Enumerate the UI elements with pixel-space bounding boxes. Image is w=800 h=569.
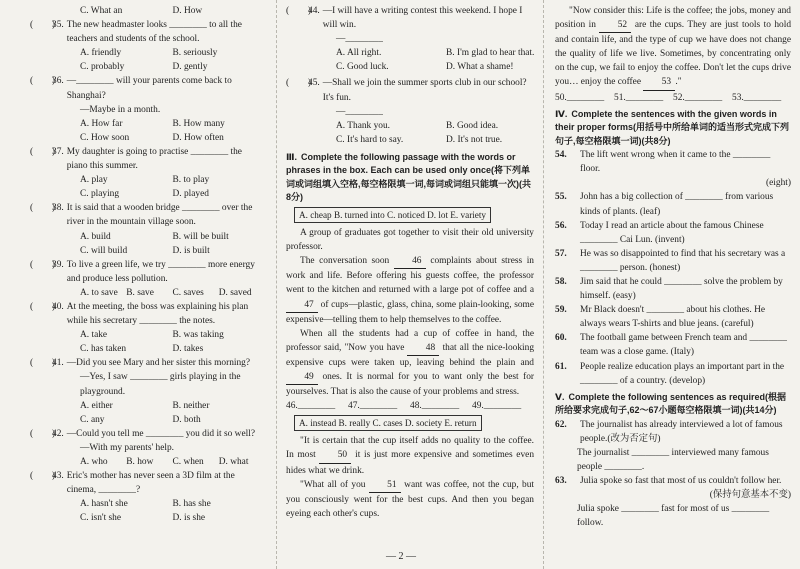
passage-paragraph [286,254,534,326]
answer-slot[interactable]: 50.________ [555,92,605,103]
question-number: 54. [555,150,567,161]
option-d: D. It's not true. [446,134,503,145]
question-stem: Eric's mother has never seen a 3D film at the cinema, ________? [66,471,235,496]
word-hint: (leaf) [639,206,661,217]
question-number: 36. [52,76,64,87]
question-number: 63. [555,476,567,487]
question-reply: —________ [336,34,383,45]
rewrite-line[interactable]: The journalist ________ interviewed many famous people ________. [577,447,769,473]
option-d: D. played [172,189,209,200]
question-43 [30,469,265,525]
question-reply: —Yes, I saw ________ girls playing in the playground. [80,372,241,397]
passage-text: of cups—plastic, glass, china, some plain-looking, some expensive—telling them to help themselves to the coffee. [286,299,534,325]
option-a: A. Thank you. [336,120,390,131]
passage-text: The conversation soon [300,256,390,267]
option-b: B. neither [172,400,210,411]
word-hint: (develop) [669,375,706,386]
sentence-text: Julia spoke so fast that most of us couldn't follow her. [580,476,782,487]
sentence-57 [555,247,791,275]
question-stem: —I will have a writing contest this weekend. I hope I will win. [322,6,523,31]
answer-slot[interactable]: 51.________ [614,92,664,103]
question-number: 40. [52,301,64,312]
question-reply: —With my parents' help. [80,442,175,453]
blank-49[interactable]: 49 [286,370,318,385]
option-b: B. has she [172,499,211,510]
option-a: A. friendly [80,48,122,59]
sentence-55 [555,190,791,218]
option-b: B. will be built [172,231,229,242]
sentence-text: The journalist has already interviewed a lot of famous people. [580,419,783,444]
option-a: A. take [80,330,108,341]
sentence-text: Today I read an article about the famous Chinese ________ Cai Lun. [580,220,764,245]
blank-51[interactable]: 51 [369,478,401,493]
question-stem: —Could you tell me ________ you did it so well? [66,428,255,439]
sentence-text: People realize education plays an important part in the ________ of a country. [580,361,785,386]
question-44 [286,4,534,74]
option-d: D. How often [172,132,224,143]
question-number: 39. [52,259,64,270]
question-reply: —Maybe in a month. [80,104,161,115]
rewrite-line[interactable]: Julia spoke ________ fast for most of us ________ follow. [577,504,770,529]
question-stem: My daughter is going to practise ________ the piano this summer. [66,146,242,172]
column-middle [286,0,534,569]
section-number: Ⅴ. [555,391,565,402]
option-d: D. is built [172,245,210,256]
passage-text: "What all of you [300,479,366,490]
option-b: B. Good idea. [446,120,499,131]
question-40 [30,300,265,356]
blank-47[interactable]: 47 [286,298,318,313]
section-5-heading [555,391,791,418]
sentence-61 [555,360,791,388]
passage-paragraph [286,434,534,477]
blank-50[interactable]: 50 [319,448,351,463]
sentence-63 [555,474,791,530]
sentence-60 [555,331,791,359]
option-a: A. hasn't she [80,499,128,510]
word-hint: (honest) [649,262,681,273]
passage-text: that all the nice-looking expensive cups were taken up, leaving behind the plain and [286,342,535,368]
question-37 [30,145,265,201]
question-number: 45. [308,78,320,89]
transform-hint: (保持句意基本不变) [709,490,791,501]
option-b: B. was taking [172,330,224,341]
section-number: Ⅲ. [286,151,298,162]
question-number: 59. [555,305,567,316]
question-number: 62. [555,419,567,430]
option-d: D. What a shame! [446,62,514,73]
passage-text: ones. It is normal for you to want only the best for yourselves. That is also the cause of your problems and stress. [286,371,535,398]
option-b: B. seriously [172,48,218,59]
answer-paren[interactable]: ( ) [30,428,55,439]
blank-52[interactable]: 52 [599,18,631,33]
option-a: A. who [80,457,108,467]
passage-text: ." [675,77,682,88]
column-right [555,0,791,569]
question-number: 42. [52,428,64,439]
answer-slot[interactable]: 48.________ [410,401,460,412]
passage-text: it is just more expensive and sometimes even hides what we drink. [286,450,535,476]
column-left [30,0,265,569]
option-d: D. is she [172,513,206,524]
question-stem: —Did you see Mary and her sister this morning? [66,358,251,369]
option-a: A. to save [80,287,118,298]
sentence-text: The lift went wrong when it came to the ________ floor. [580,150,771,175]
option-b: B. I'm glad to hear that. [446,48,535,59]
option: D. How [172,6,203,16]
question-number: 41. [52,358,64,369]
option-b: B. how [126,457,154,467]
option-d: D. saved [218,287,252,298]
question-number: 35. [52,20,64,31]
sentence-text: He was so disappointed to find that his secretary was a ________ person. [580,248,786,273]
section-3-heading [286,151,534,205]
sentence-58 [555,275,791,303]
sentence-56 [555,219,791,247]
passage-paragraph: A group of graduates got together to visit their old university professor. [286,228,534,253]
answer-paren[interactable]: ( ) [30,203,55,214]
page-number: — 2 — [386,551,416,562]
option-a: A. How far [80,118,123,129]
question-stem: —________ will your parents come back to Shanghai? [66,76,232,101]
answer-paren[interactable]: ( ) [30,471,55,482]
answer-slot[interactable]: 49.________ [472,401,522,412]
word-hint: (easy) [612,291,636,302]
question-number: 37. [52,146,64,157]
sentence-59 [555,303,791,331]
question-number: 61. [555,361,567,372]
section-4-heading [555,108,791,149]
option-d: D. takes [172,344,204,355]
word-hint: (eight) [766,178,791,189]
question-number: 60. [555,333,567,344]
option-b: B. save [126,287,154,298]
answer-slot[interactable]: 52.________ [673,92,723,103]
option-d: D. both [172,414,201,425]
sentence-text: Jim said that he could ________ solve the problem by himself. [580,277,783,302]
option-a: A. All right. [336,48,382,59]
question-number: 43. [52,471,64,482]
option-c: C. any [80,414,105,425]
question-41 [30,356,265,426]
question-35 [30,18,265,74]
column-divider [543,0,544,569]
option-b: B. to play [172,175,210,186]
question-39 [30,258,265,300]
answer-paren[interactable]: ( ) [30,76,55,87]
passage-text: "Now consider this: Life is the coffee; the jobs, money and position in [555,6,791,31]
sentence-62 [555,418,791,474]
question-stem: —Shall we join the summer sports club in our school? It's fun. [322,78,527,103]
word-hint: (invent) [655,234,685,245]
answer-paren[interactable]: ( ) [30,146,55,157]
option-c: C. It's hard to say. [336,134,404,145]
passage-text: "It is certain that the cup itself adds no quality to the coffee. In most [286,436,534,461]
answer-paren[interactable]: ( ) [30,259,55,270]
word-hint: (Italy) [670,347,695,358]
option-c: C. probably [80,62,125,73]
passage-text: are the cups. They are just tools to hold and contain life, and the type of cup we have does not change the quality of life we live. Sometimes, by concentrating only on the cup, we fail to enjoy the coffee. Don't let the cups drive you… enjoy the coffee [555,20,792,88]
answer-paren[interactable]: ( ) [30,301,55,312]
column-divider [276,0,277,569]
section-instructions: Complete the following sentences as required(根据所给要求完成句子,62～67小题每空格限填一词)(共14分) [555,391,787,416]
section-number: Ⅳ. [555,108,568,119]
answer-line-1 [286,399,534,413]
option-d: D. gently [172,62,208,73]
transform-hint: (改为否定句) [607,433,661,444]
option-d: D. what [218,457,249,467]
answer-line-2 [555,91,791,105]
question-number: 55. [555,192,567,203]
passage-paragraph [286,327,534,399]
option-c: C. when [172,457,204,467]
blank-46[interactable]: 46 [394,254,426,269]
option-c: C. How soon [80,132,130,143]
passage-paragraph [286,478,534,521]
option-b: B. How many [172,118,225,129]
option-a: A. build [80,231,111,242]
option-a: A. play [80,175,108,186]
passage-text: When all the students had a cup of coffee in hand, the professor said, "Now you have [286,328,534,353]
option-c: C. has taken [80,344,127,355]
section-instructions: Complete the following passage with the words or phrases in the box. Each can be used only once(将下列单词或词组填入空格,每空格限填一词,每词或词组只能填一次)(共8分) [286,151,531,203]
answer-paren[interactable]: ( ) [30,20,55,31]
passage-paragraph [555,4,791,91]
passage-text: want was coffee, not the cup, but you consciously went for the best cups. And then you began eyeing each other's cups. [286,479,535,519]
word-hint: (careful) [721,319,754,330]
question-number: 38. [52,203,64,214]
question-38 [30,201,265,257]
question-number: 56. [555,220,567,231]
answer-paren[interactable]: ( ) [30,358,55,369]
question-reply: —________ [336,106,383,117]
sentence-text: John has a big collection of ________ from various kinds of plants. [580,192,774,217]
answer-paren[interactable]: ( ) [286,78,311,89]
option-c: C. saves [172,287,204,298]
option-c: C. will build [80,245,128,256]
sentence-54 [555,148,791,190]
passage-text: complaints about stress in work and life. Before offering his guests coffee, the professor went to the kitchen and returned with a large pot of coffee and a [286,256,534,296]
option-c: C. Good luck. [336,62,389,73]
question-stem: It is said that a wooden bridge ________ over the river in the mountain village soon. [66,203,253,228]
option-c: C. playing [80,189,120,200]
question-stem: To live a green life, we try ________ more energy and produce less pollution. [66,259,255,284]
sentence-text: Mr Black doesn't ________ about his clothes. He always wears T-shirts and blue jeans. [580,305,765,330]
blank-48[interactable]: 48 [407,341,439,356]
question-number: 44. [308,6,320,16]
section-instructions: Complete the sentences with the given words in their proper forms(用括号中所给单词的适当形式完成下列句子,每空格限填一词)(共8分) [555,108,790,146]
answer-slot[interactable]: 46.________ [286,401,336,412]
option-c: C. isn't she [80,513,122,524]
option-a: A. either [80,400,113,411]
answer-slot[interactable]: 53.________ [732,92,782,103]
answer-paren[interactable]: ( ) [286,6,311,16]
question-number: 57. [555,248,567,259]
question-36 [30,74,265,144]
q34-options [30,4,265,18]
question-stem: At the meeting, the boss was explaining his plan while his secretary ________ the notes. [66,301,249,327]
question-45 [286,76,534,146]
question-stem: The new headmaster looks ________ to all the teachers and students of the school. [66,20,242,45]
question-42 [30,427,265,469]
answer-slot[interactable]: 47.________ [348,401,398,412]
word-box-1: A. cheap B. turned into C. noticed D. lot E. variety [294,207,491,223]
option: C. What an [80,6,123,16]
question-number: 58. [555,277,567,287]
word-box-2: A. instead B. really C. cases D. society E. return [294,415,482,431]
blank-53[interactable]: 53 [643,75,675,90]
sentence-text: The football game between French team and ________ team was a close game. [580,333,787,358]
